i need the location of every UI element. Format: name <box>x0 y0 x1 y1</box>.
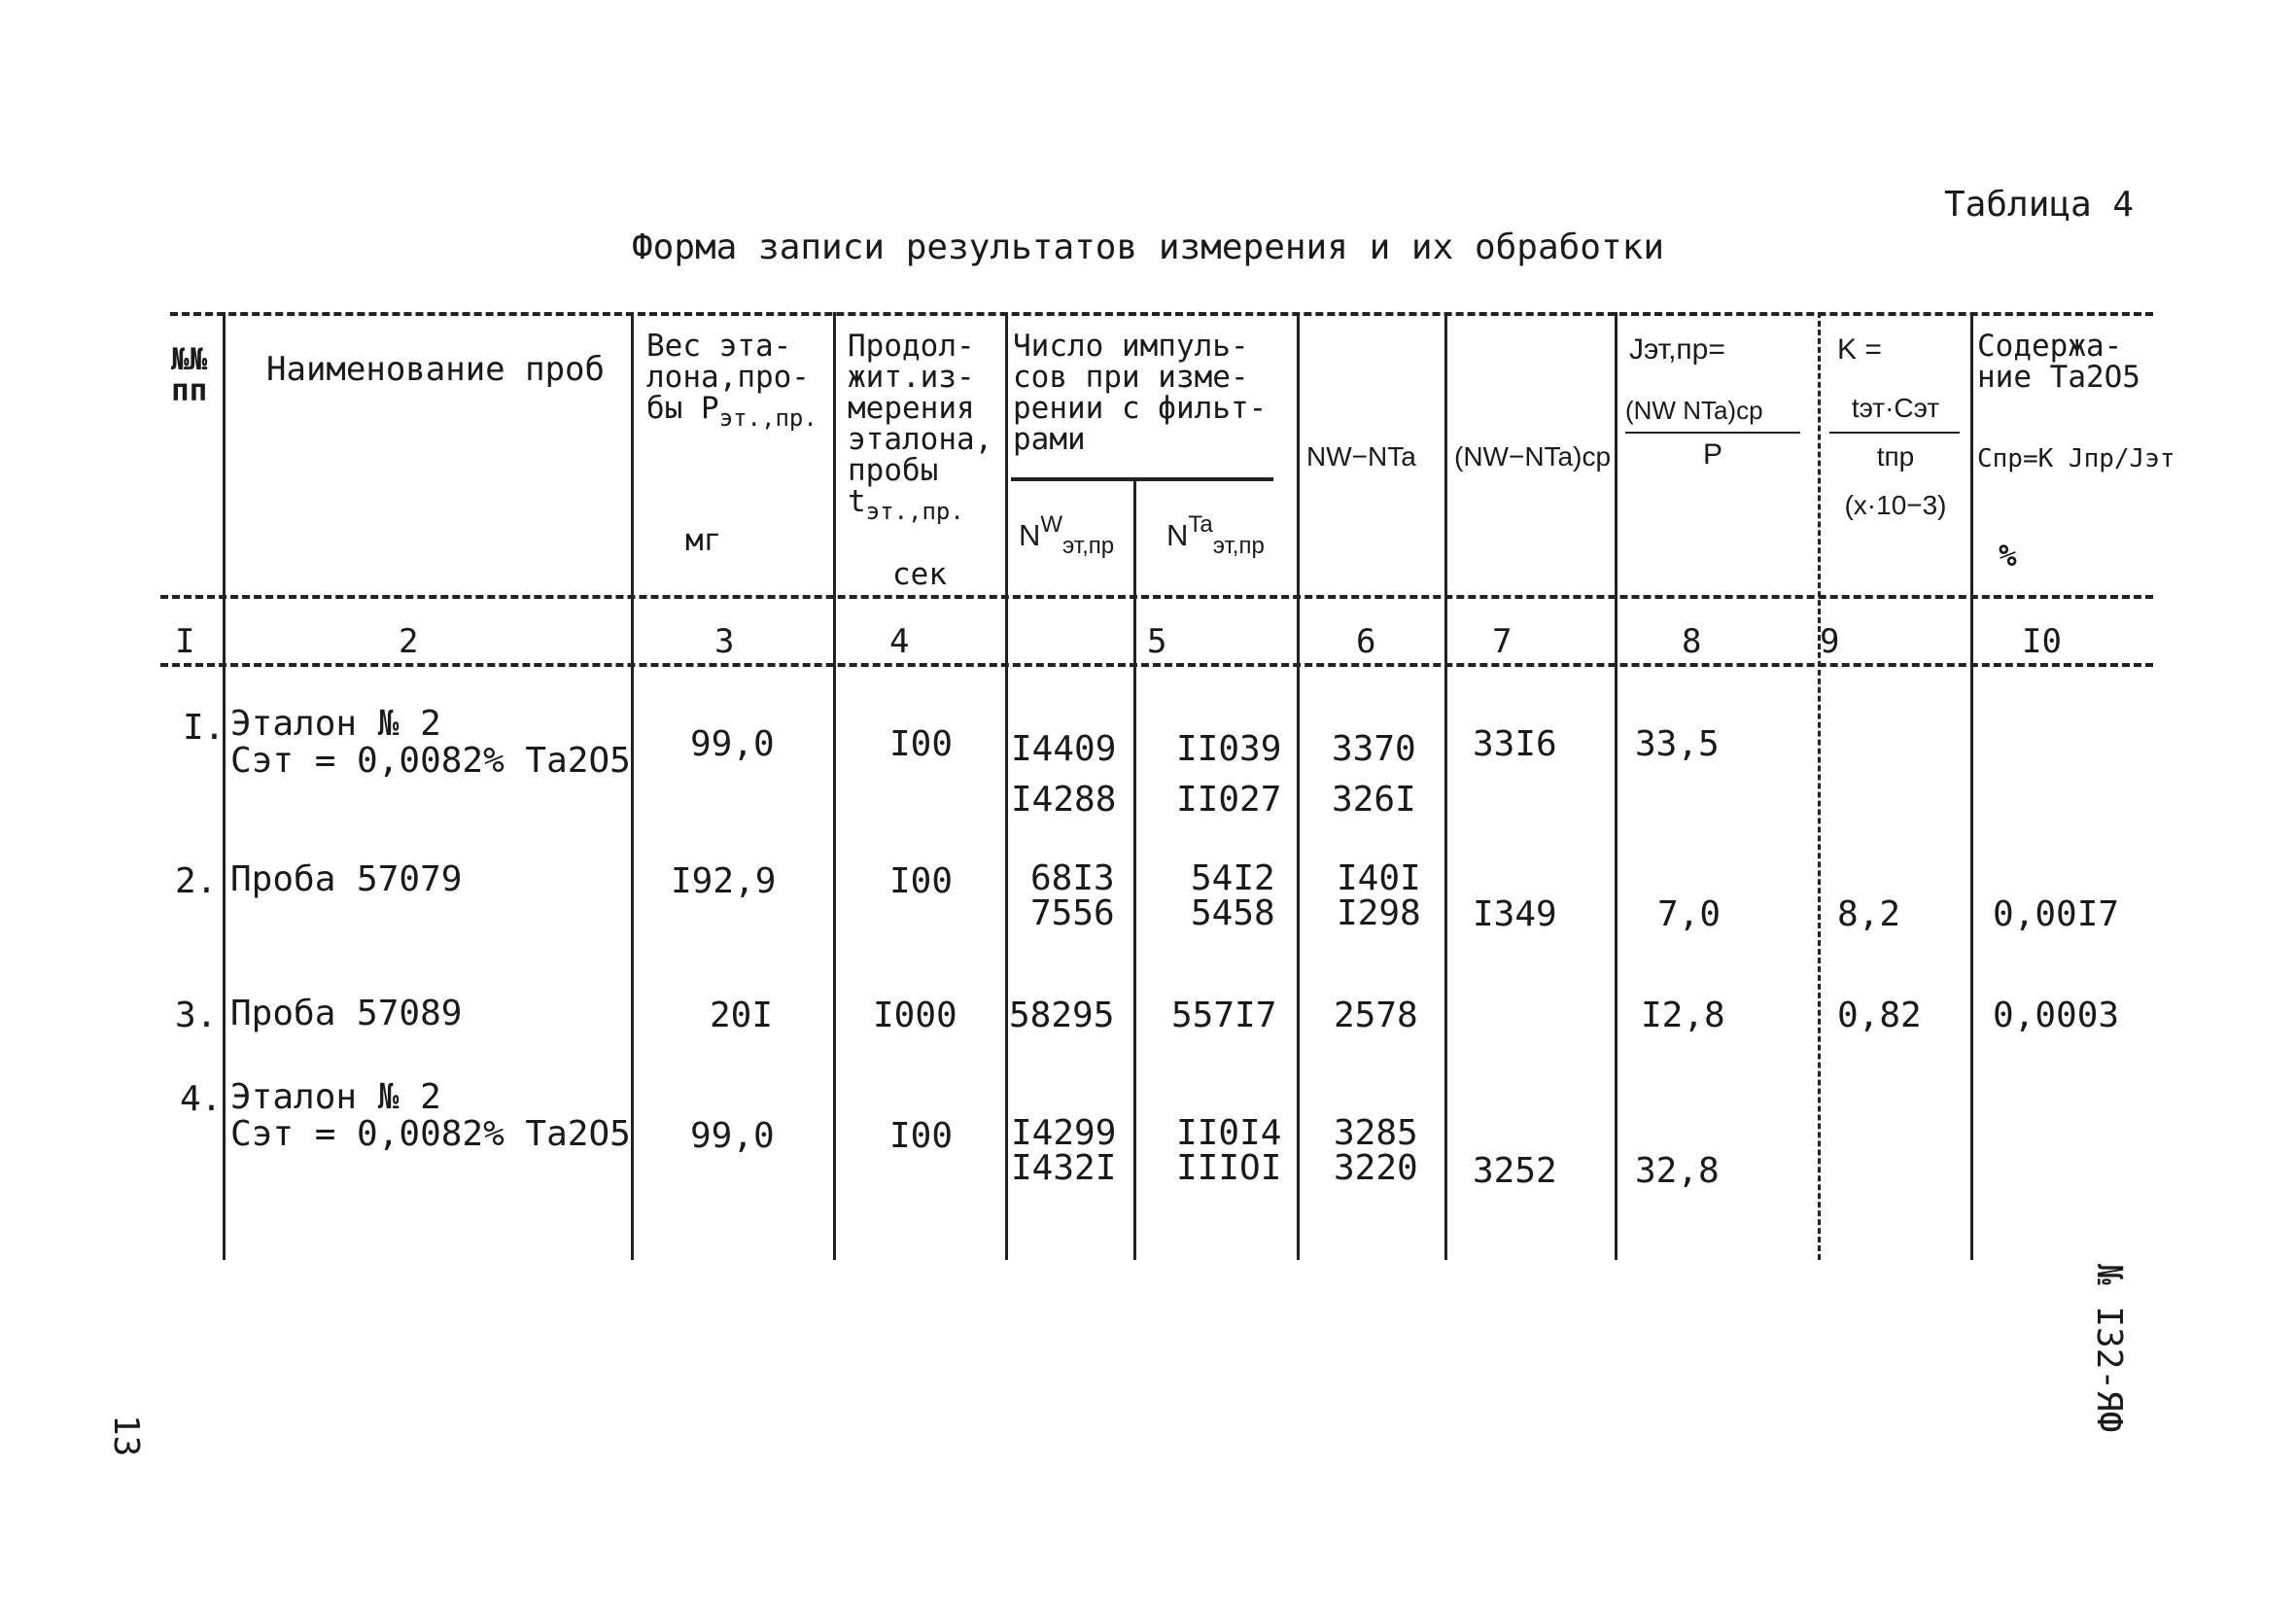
header-content-formula: Cпр=K Jпр/Jэт <box>1977 444 2175 473</box>
col-divider-3 <box>833 312 836 1260</box>
row4-weight: 99,0 <box>690 1116 775 1156</box>
impulse-group-rule <box>1011 477 1273 481</box>
row2-nta: 54I2 5458 <box>1191 858 1275 933</box>
header-k-denominator: tпр <box>1876 441 1915 472</box>
row1-nta: II039 II027 <box>1176 729 1282 820</box>
table-title: Форма записи результатов измерения и их обработки <box>631 227 1665 267</box>
row3-number: 3. <box>175 996 218 1035</box>
row1-name: Эталон № 2 Cэт = 0,0082% Ta2O5 <box>230 704 631 781</box>
colnum-5: 5 <box>1147 622 1167 661</box>
row3-nta: 557I7 <box>1171 996 1277 1035</box>
col-divider-8 <box>1615 312 1618 1260</box>
row2-name: Проба 57079 <box>230 859 463 899</box>
header-n-w: $N^W_{эт,пр}$ <box>1019 511 1115 559</box>
row4-time: I00 <box>889 1116 954 1156</box>
header-average: (NW−NTa)cp <box>1454 441 1612 472</box>
row4-nta: II0I4 IIIOI <box>1176 1113 1282 1188</box>
header-k-top: K = <box>1837 333 1882 366</box>
col-divider-6 <box>1297 312 1300 1260</box>
row3-name: Проба 57089 <box>230 994 463 1033</box>
header-weight-unit: мг <box>685 523 722 558</box>
colnum-2: 2 <box>399 622 419 661</box>
col-divider-9 <box>1818 312 1821 1260</box>
header-weight: Вес эта- лона,про- бы $P_{эт.,пр.}$ <box>646 329 818 432</box>
row4-number: 4. <box>180 1079 223 1119</box>
header-content-unit: % <box>1999 539 2017 574</box>
row2-j: 7,0 <box>1657 894 1722 934</box>
header-j-fraction-bar <box>1625 432 1800 434</box>
row2-weight: I92,9 <box>671 861 777 901</box>
colnum-7: 7 <box>1492 622 1513 661</box>
colnum-6: 6 <box>1356 622 1376 661</box>
row1-weight: 99,0 <box>690 724 775 764</box>
header-impulse-count: Число импуль- сов при изме- рении с фильт- рами <box>1013 329 1268 457</box>
row1-average: 33I6 <box>1473 724 1557 764</box>
header-k-multiplier: (x·10−3) <box>1844 490 1947 520</box>
header-n-ta: $N^{Ta}_{эт,пр}$ <box>1166 511 1265 559</box>
document-code: № I32-ЯФ <box>2089 1264 2129 1433</box>
row1-diff: 3370 326I <box>1332 729 1416 820</box>
page-number: 13 <box>106 1415 146 1457</box>
row3-diff: 2578 <box>1334 996 1418 1035</box>
row2-content: 0,00I7 <box>1993 894 2120 934</box>
col-divider-5 <box>1133 477 1136 1260</box>
row2-diff: I40I I298 <box>1337 858 1421 933</box>
header-difference: NW−NTa <box>1306 441 1416 472</box>
col-divider-1 <box>223 312 226 1260</box>
row3-content: 0,0003 <box>1993 996 2120 1035</box>
row4-j: 32,8 <box>1635 1151 1720 1191</box>
row3-j: I2,8 <box>1641 996 1725 1035</box>
col-divider-2 <box>631 312 634 1260</box>
col-divider-7 <box>1444 312 1447 1260</box>
table-top-rule <box>170 312 2153 316</box>
row4-average: 3252 <box>1473 1151 1557 1191</box>
header-bottom-rule <box>160 595 2153 599</box>
row2-average: I349 <box>1473 894 1557 934</box>
colnum-3: 3 <box>714 622 735 661</box>
header-sample-name: Наименование проб <box>266 350 605 389</box>
table-label: Таблица 4 <box>1944 185 2135 225</box>
colnum-9: 9 <box>1820 622 1840 661</box>
header-j-top: Jэт,пр= <box>1629 333 1725 366</box>
colnum-8: 8 <box>1682 622 1702 661</box>
header-j-numerator: (NW NTa)cp <box>1625 396 1763 425</box>
row1-time: I00 <box>889 724 954 764</box>
col-divider-4 <box>1005 312 1008 1260</box>
row3-k: 0,82 <box>1837 996 1922 1035</box>
row4-name: Эталон № 2 Cэт = 0,0082% Ta2O5 <box>230 1077 631 1154</box>
row3-time: I000 <box>873 996 957 1035</box>
header-duration: Продол- жит.из- мерения эталона, пробы $t_{эт.,пр.}$ <box>848 329 993 525</box>
header-k-numerator: tэт·Cэт <box>1851 393 1940 423</box>
row1-nw: I4409 I4288 <box>1011 729 1117 820</box>
col-divider-10 <box>1970 312 1973 1260</box>
row3-nw: 58295 <box>1009 996 1115 1035</box>
row2-nw: 68I3 7556 <box>1030 858 1115 933</box>
header-k-fraction-bar <box>1829 432 1960 434</box>
row1-j: 33,5 <box>1635 724 1720 764</box>
colnum-10: I0 <box>2022 622 2062 661</box>
row4-nw: I4299 I432I <box>1011 1113 1117 1188</box>
colnum-bottom-rule <box>160 663 2153 667</box>
header-number: №№ пп <box>171 342 208 408</box>
header-j-denominator: P <box>1702 438 1722 471</box>
colnum-4: 4 <box>889 622 910 661</box>
row1-number: I. <box>183 708 226 748</box>
colnum-1: I <box>175 622 195 661</box>
row3-weight: 20I <box>710 996 774 1035</box>
row2-number: 2. <box>175 861 218 901</box>
row2-k: 8,2 <box>1837 894 1901 934</box>
header-duration-unit: сек <box>892 557 947 592</box>
row2-time: I00 <box>889 861 954 901</box>
row4-diff: 3285 3220 <box>1334 1113 1418 1188</box>
header-content: Содержа- ние Ta2O5 <box>1977 329 2140 395</box>
